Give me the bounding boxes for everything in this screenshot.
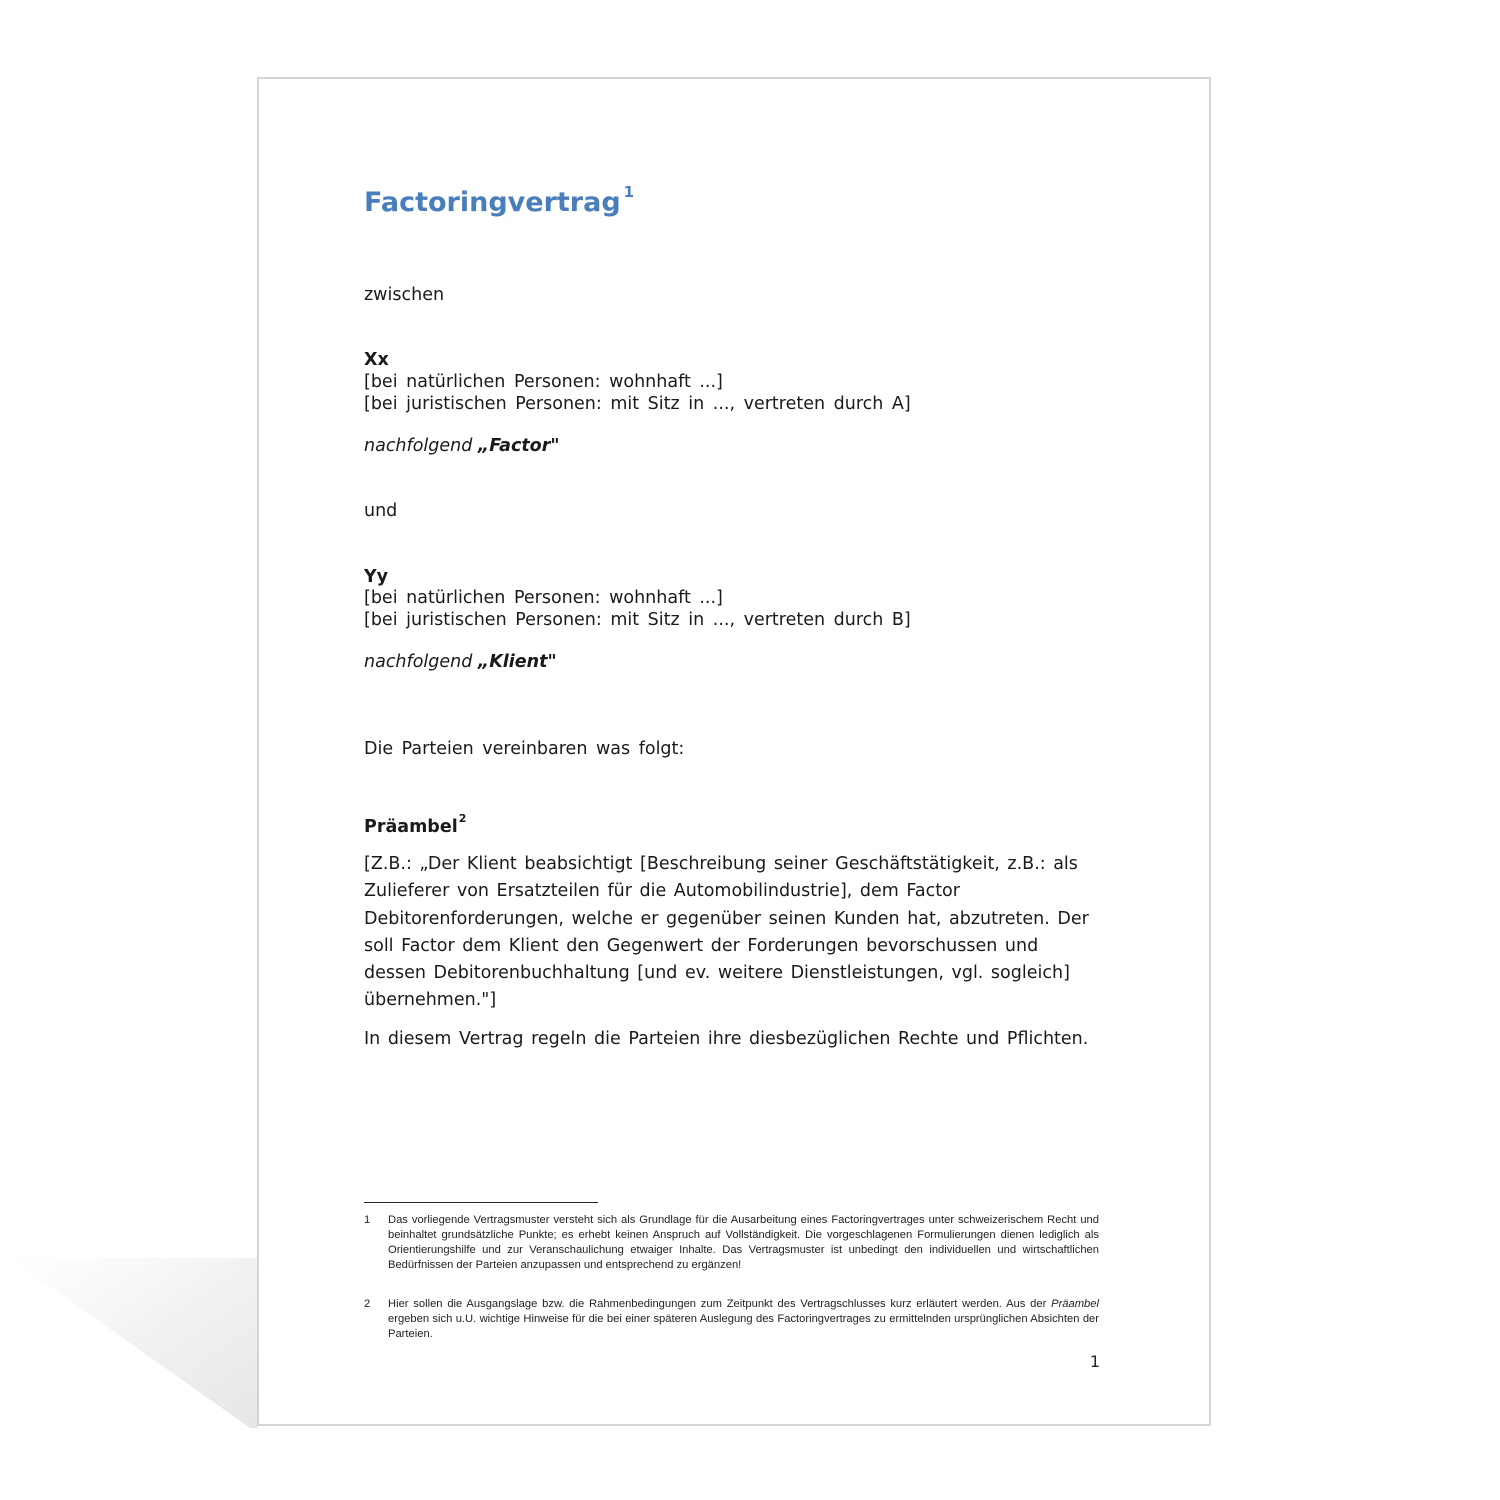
party1-line2: [bei juristischen Personen: mit Sitz in ..., vertreten durch A] — [364, 394, 911, 414]
party1-line1: [bei natürlichen Personen: wohnhaft ...] — [364, 372, 723, 392]
party1-name: Xx — [364, 350, 389, 370]
preamble-footnote-ref[interactable]: 2 — [458, 812, 467, 826]
footnote-separator — [364, 1202, 598, 1203]
footnote-1-number: 1 — [364, 1214, 371, 1226]
party2-line2: [bei juristischen Personen: mit Sitz in ..., vertreten durch B] — [364, 610, 911, 630]
party1-designation: nachfolgend „Factor" — [364, 436, 560, 456]
and-label: und — [364, 501, 398, 521]
agreement-statement: Die Parteien vereinbaren was folgt: — [364, 739, 685, 759]
footnote-1 — [364, 1213, 1099, 1273]
footnote-2-number: 2 — [364, 1298, 371, 1310]
footnote-1-text: Das vorliegende Vertragsmuster versteht sich als Grundlage für die Ausarbeitung eines Factoringvertrages unter schweizerischem Recht und beinhaltet grundsätzliche Punkte; es erhebt keinen Anspruch auf Vollständigkeit. Die vorgeschlagenen Formulierungen dienen lediglich als Orientierungshilfe und zur Veranschaulichung etwaiger Inhalte. Das Vertragsmuster ist unbedingt den individuellen und wirtschaftlichen Bedürfnissen der Parteien anzupassen und entsprechend zu ergänzen! — [388, 1214, 1099, 1271]
preamble-paragraph-1: [Z.B.: „Der Klient beabsichtigt [Beschreibung seiner Geschäftstätigkeit, z.B.: als Zulieferer von Ersatzteilen für die Automobilindustrie], dem Factor Debitorenforderungen, welche er gegenüber seinen Kunden hat, abzutreten. Der soll Factor dem Klient den Gegenwert der Forderungen bevorschussen und dessen Debitorenbuchhaltung [und ev. weitere Dienstleistungen, vgl. sogleich] übernehmen."] — [364, 854, 1089, 1011]
party2-designation: nachfolgend „Klient" — [364, 652, 557, 672]
footnote-2 — [364, 1297, 1099, 1342]
preamble-heading: Präambel$^2$ — [364, 812, 467, 837]
between-label: zwischen — [364, 285, 445, 305]
document-page — [257, 77, 1211, 1426]
footnote-2-text: Hier sollen die Ausgangslage bzw. die Rahmenbedingungen zum Zeitpunkt des Vertragschlusses kurz erläutert werden. Aus der Präambel ergeben sich u.U. wichtige Hinweise für die bei einer späteren Auslegung des Factoringvertrages zu ermittelnden ursprünglichen Absichten der Parteien. — [388, 1298, 1099, 1340]
party2-line1: [bei natürlichen Personen: wohnhaft ...] — [364, 588, 723, 608]
page-number: 1 — [1089, 1352, 1100, 1371]
document-title: Factoringvertrag $^1$ — [364, 183, 635, 218]
title-footnote-ref[interactable]: 1 — [623, 183, 635, 201]
preamble-paragraph-2: In diesem Vertrag regeln die Parteien ihre diesbezüglichen Rechte und Pflichten. — [364, 1029, 1089, 1049]
party2-name: Yy — [364, 567, 389, 587]
